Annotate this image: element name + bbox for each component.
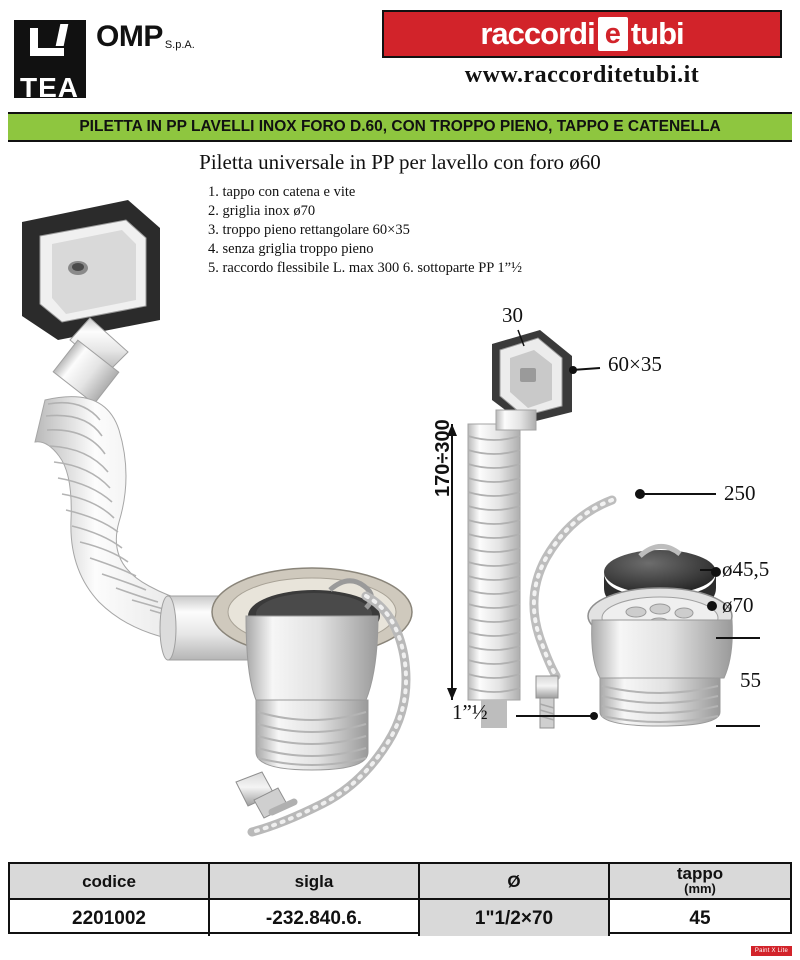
watermark-label: Paint X Lite bbox=[751, 946, 792, 956]
table-header-sigla: sigla bbox=[210, 864, 420, 898]
tubi-text: tubi bbox=[630, 16, 684, 51]
spec-item-1: 1. tappo con catena e vite bbox=[208, 184, 356, 200]
product-table bbox=[8, 862, 792, 934]
tea-logo-text: TEA bbox=[20, 72, 79, 103]
chain-screw-left bbox=[236, 772, 294, 818]
dim-overflow-size: 60×35 bbox=[608, 352, 662, 376]
flexible-hose-right bbox=[468, 410, 536, 728]
table-header-row bbox=[10, 864, 790, 900]
dim-overflow-depth: 30 bbox=[502, 303, 523, 327]
spec-item-5: 5. raccordo flessibile L. max 300 6. sottoparte PP 1”½ bbox=[208, 260, 522, 276]
product-subtitle: Piletta universale in PP per lavello con foro ø60 bbox=[199, 150, 601, 174]
spec-item-4: 4. senza griglia troppo pieno bbox=[208, 241, 374, 257]
cell-diametro: 1"1/2×70 bbox=[420, 900, 610, 936]
raccordi-e-badge: e bbox=[598, 17, 628, 51]
table-header-tappo bbox=[610, 864, 790, 898]
spec-item-2: 2. griglia inox ø70 bbox=[208, 203, 316, 219]
spec-item-3: 3. troppo pieno rettangolare 60×35 bbox=[208, 222, 410, 238]
table-header-codice: codice bbox=[10, 864, 210, 898]
table-header-tappo-label: tappo bbox=[676, 864, 724, 883]
cell-sigla: -232.840.6. bbox=[210, 900, 420, 936]
dim-flex-length: 170÷300 bbox=[432, 419, 454, 497]
table-row bbox=[10, 900, 790, 936]
dim-thread-size: 1”½ bbox=[452, 700, 488, 724]
dim-grid-diameter: ø70 bbox=[722, 593, 754, 617]
chain-screw-right bbox=[536, 676, 558, 728]
table-header-diametro: Ø bbox=[420, 864, 610, 898]
omp-logo-suffix: S.p.A. bbox=[164, 39, 195, 51]
raccordi-text: raccordi bbox=[480, 16, 595, 51]
omp-logo-text: OMP bbox=[96, 20, 163, 53]
dim-chain-length: 250 bbox=[724, 481, 756, 505]
website-url: www.raccorditetubi.it bbox=[464, 62, 700, 88]
drain-body-left bbox=[212, 568, 412, 770]
table-header-tappo-unit: (mm) bbox=[684, 881, 716, 896]
cell-codice: 2201002 bbox=[10, 900, 210, 936]
drain-body-right bbox=[588, 588, 732, 726]
dim-plug-diameter: ø45,5 bbox=[722, 557, 770, 581]
product-title-text: PILETTA IN PP LAVELLI INOX FORO D.60, CON TROPPO PIENO, TAPPO E CATENELLA bbox=[79, 118, 721, 135]
cell-tappo: 45 bbox=[689, 907, 711, 929]
dim-body-height: 55 bbox=[740, 668, 761, 692]
